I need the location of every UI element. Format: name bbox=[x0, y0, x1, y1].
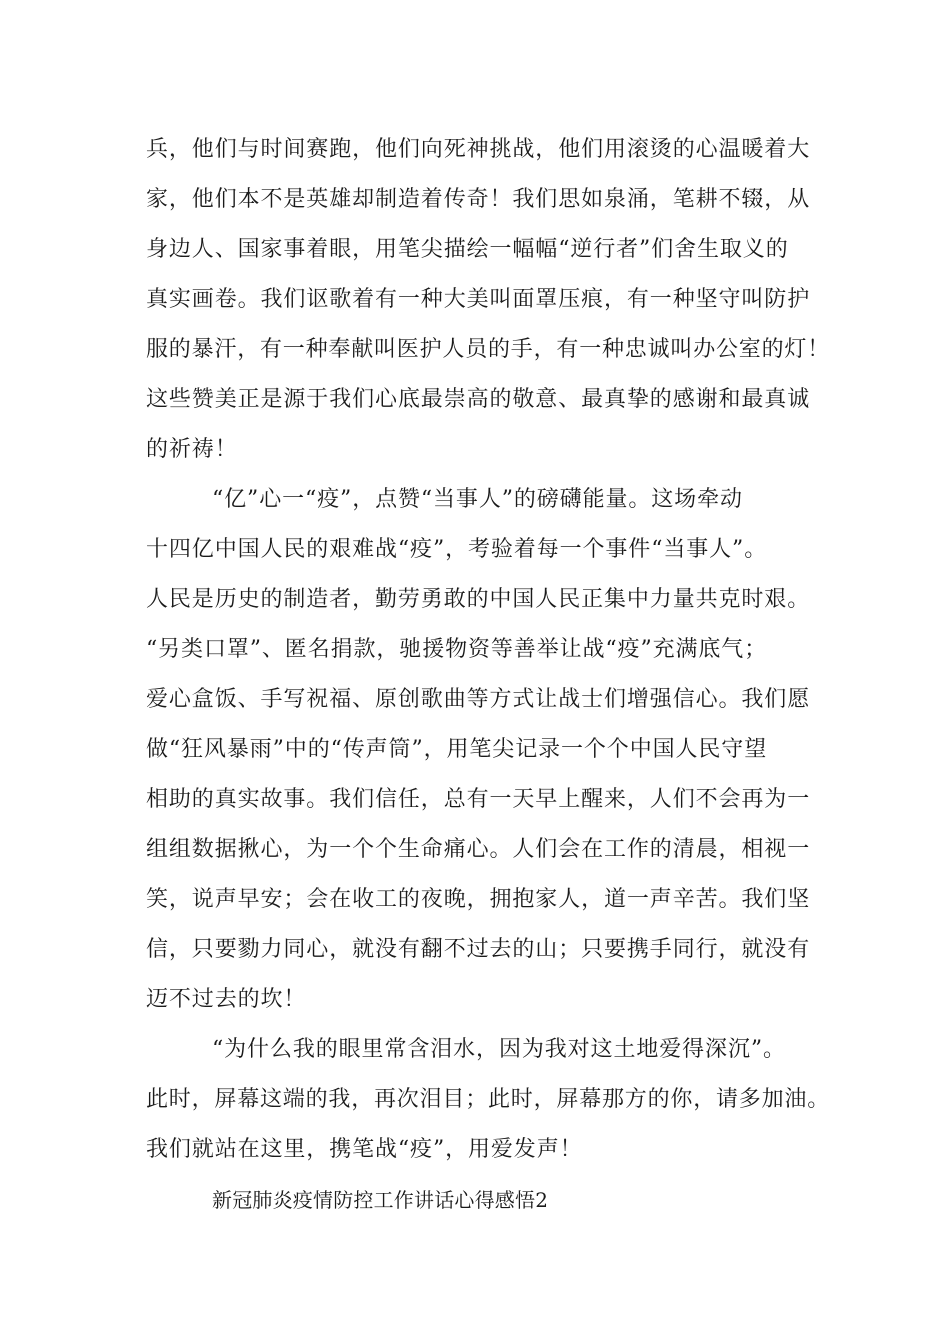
paragraph-2-line-8: 组组数据揪心，为一个个生命痛心。人们会在工作的清晨，相视一 bbox=[146, 837, 811, 862]
paragraph-3-line-2: 此时，屏幕这端的我，再次泪目；此时，屏幕那方的你，请多加油。 bbox=[146, 1087, 831, 1112]
section-heading: 新冠肺炎疫情防控工作讲话心得感悟2 bbox=[212, 1188, 549, 1212]
paragraph-2-line-10: 信，只要勠力同心，就没有翻不过去的山；只要携手同行，就没有 bbox=[146, 937, 811, 962]
paragraph-2-line-1: “亿”心一“疫”，点赞“当事人”的磅礴能量。这场牵动 bbox=[212, 487, 743, 512]
paragraph-1-line-6: 这些赞美正是源于我们心底最崇高的敬意、最真挚的感谢和最真诚 bbox=[146, 387, 811, 412]
paragraph-2-line-3: 人民是历史的制造者，勤劳勇敢的中国人民正集中力量共克时艰。 bbox=[146, 587, 811, 612]
paragraph-2-line-6: 做“狂风暴雨”中的“传声筒”，用笔尖记录一个个中国人民守望 bbox=[146, 737, 768, 762]
paragraph-2-line-4: “另类口罩”、匿名捐款，驰援物资等善举让战“疫”充满底气； bbox=[146, 637, 768, 662]
paragraph-1-line-2: 家，他们本不是英雄却制造着传奇！我们思如泉涌，笔耕不辍，从 bbox=[146, 187, 811, 212]
paragraph-2-line-7: 相助的真实故事。我们信任，总有一天早上醒来，人们不会再为一 bbox=[146, 787, 811, 812]
paragraph-2-line-2: 十四亿中国人民的艰难战“疫”，考验着每一个事件“当事人”。 bbox=[146, 537, 768, 562]
paragraph-1-line-1: 兵，他们与时间赛跑，他们向死神挑战，他们用滚烫的心温暖着大 bbox=[146, 137, 811, 162]
paragraph-2-line-9: 笑，说声早安；会在收工的夜晚，拥抱家人，道一声辛苦。我们坚 bbox=[146, 887, 811, 912]
paragraph-1-line-5: 服的暴汗，有一种奉献叫医护人员的手，有一种忠诚叫办公室的灯！ bbox=[146, 337, 831, 362]
paragraph-1-line-4: 真实画卷。我们讴歌着有一种大美叫面罩压痕，有一种坚守叫防护 bbox=[146, 287, 811, 312]
paragraph-3-line-1: “为什么我的眼里常含泪水，因为我对这土地爱得深沉”。 bbox=[212, 1037, 786, 1062]
paragraph-1-line-3: 身边人、国家事着眼，用笔尖描绘一幅幅“逆行者”们舍生取义的 bbox=[146, 237, 789, 262]
paragraph-1-line-7: 的祈祷！ bbox=[146, 437, 238, 462]
paragraph-3-line-3: 我们就站在这里，携笔战“疫”，用爱发声！ bbox=[146, 1137, 583, 1162]
paragraph-2-line-11: 迈不过去的坎！ bbox=[146, 987, 307, 1012]
paragraph-2-line-5: 爱心盒饭、手写祝福、原创歌曲等方式让战士们增强信心。我们愿 bbox=[146, 687, 811, 712]
